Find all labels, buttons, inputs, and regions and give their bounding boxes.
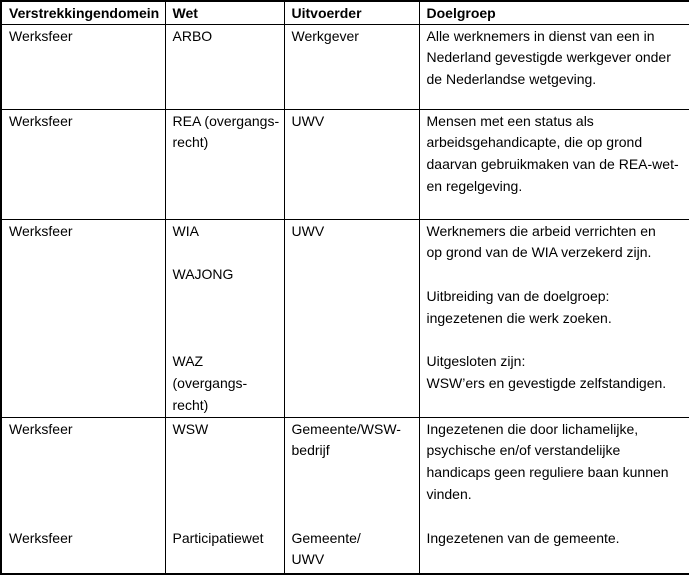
- cell-line: UWV: [291, 112, 325, 129]
- cell-line: Werksfeer: [9, 112, 73, 129]
- cell-line: Werkgever: [291, 27, 359, 44]
- cell-line: arbeidsgehandicapte, die op grond: [426, 134, 643, 151]
- cell-arbo-doelgroep: [419, 24, 689, 109]
- cell-rea-uitvoerder: [284, 109, 419, 219]
- cell-line: [427, 329, 685, 351]
- cell-rea-doelgroep: [419, 109, 689, 219]
- cell-line: Gemeente/: [291, 529, 361, 546]
- cell-line: op grond van de WIA verzekerd zijn.: [426, 244, 652, 261]
- cell-wia-uitvoerder: [284, 219, 419, 417]
- cell-line: Gemeente/WSW-: [291, 420, 401, 437]
- column-header-uitvoerder: Uitvoerder: [284, 1, 419, 24]
- cell-line: Uitbreiding van de doelgroep:: [426, 287, 610, 304]
- cell-line: daarvan gebruikmaken van de REA-wet-: [426, 156, 679, 173]
- cell-line: psychische en/of verstandelijke: [426, 442, 621, 459]
- cell-line: WAZ: [172, 353, 204, 370]
- cell-line: Uitgesloten zijn:: [426, 353, 526, 370]
- cell-wia-doelgroep: [419, 219, 689, 417]
- cell-line: recht): [172, 396, 209, 413]
- column-header-doelgroep: Doelgroep: [419, 1, 689, 24]
- cell-line: bedrijf: [291, 442, 330, 459]
- cell-line: Werksfeer: [9, 529, 73, 546]
- cell-rea-domein: [1, 109, 165, 219]
- cell-wsw-doelgroep: [419, 417, 689, 574]
- table-row-wsw-participatiewet: [1, 417, 689, 574]
- cell-line: Ingezetenen die door lichamelijke,: [426, 420, 639, 437]
- cell-line: Werksfeer: [9, 222, 73, 239]
- cell-arbo-wet: [165, 24, 284, 109]
- table-row-wia-wajong-waz: [1, 219, 689, 417]
- cell-line: [9, 462, 160, 484]
- cell-line: WIA: [172, 222, 199, 239]
- cell-line: ARBO: [172, 27, 213, 44]
- cell-wia-wet: [165, 219, 284, 417]
- column-header-wet: Wet: [165, 1, 284, 24]
- cell-line: [292, 484, 414, 506]
- cell-line: handicaps geen reguliere baan kunnen: [426, 464, 669, 481]
- cell-rea-wet: [165, 109, 284, 219]
- cell-line: [427, 506, 685, 528]
- cell-line: WSW’ers en gevestigde zelfstandigen.: [426, 375, 667, 392]
- cell-arbo-domein: [1, 24, 165, 109]
- cell-line: [292, 506, 414, 528]
- cell-wsw-uitvoerder: [284, 417, 419, 574]
- cell-line: Werknemers die arbeid verrichten en: [426, 222, 656, 239]
- cell-line: (overgangs-: [172, 375, 248, 392]
- cell-line: [173, 308, 279, 330]
- cell-line: Alle werknemers in dienst van een in: [426, 27, 655, 44]
- cell-wsw-wet: [165, 417, 284, 574]
- cell-line: [9, 440, 160, 462]
- cell-line: WAJONG: [172, 266, 234, 283]
- table-row-rea: [1, 109, 689, 219]
- cell-line: [9, 506, 160, 528]
- cell-line: Participatiewet: [172, 529, 264, 546]
- cell-line: [173, 286, 279, 308]
- cell-line: recht): [172, 134, 209, 151]
- cell-line: Werksfeer: [9, 420, 73, 437]
- cell-line: [173, 462, 279, 484]
- cell-line: WSW: [172, 420, 209, 437]
- cell-line: Werksfeer: [9, 27, 73, 44]
- cell-line: [173, 506, 279, 528]
- cell-line: REA (overgangs-: [172, 112, 280, 129]
- cell-line: [427, 264, 685, 286]
- cell-line: en regelgeving.: [426, 177, 523, 194]
- cell-line: [173, 484, 279, 506]
- column-header-verstrekkingendomein: Verstrekkingendomein: [1, 1, 165, 24]
- cell-line: Ingezetenen van de gemeente.: [426, 529, 620, 546]
- table-row-arbo: [1, 24, 689, 109]
- cell-line: Nederland gevestigde werkgever onder: [426, 49, 671, 66]
- cell-line: [173, 242, 279, 264]
- cell-line: [292, 462, 414, 484]
- cell-line: Mensen met een status als: [426, 112, 594, 129]
- cell-line: UWV: [291, 222, 325, 239]
- table-header-row: [1, 1, 689, 24]
- cell-line: [173, 440, 279, 462]
- cell-line: [173, 329, 279, 351]
- cell-line: de Nederlandse wetgeving.: [426, 71, 597, 88]
- cell-line: vinden.: [426, 486, 472, 503]
- cell-wia-domein: [1, 219, 165, 417]
- cell-line: UWV: [291, 551, 325, 568]
- cell-arbo-uitvoerder: [284, 24, 419, 109]
- cell-line: [9, 484, 160, 506]
- cell-wsw-domein: [1, 417, 165, 574]
- cell-line: ingezetenen die werk zoeken.: [426, 309, 612, 326]
